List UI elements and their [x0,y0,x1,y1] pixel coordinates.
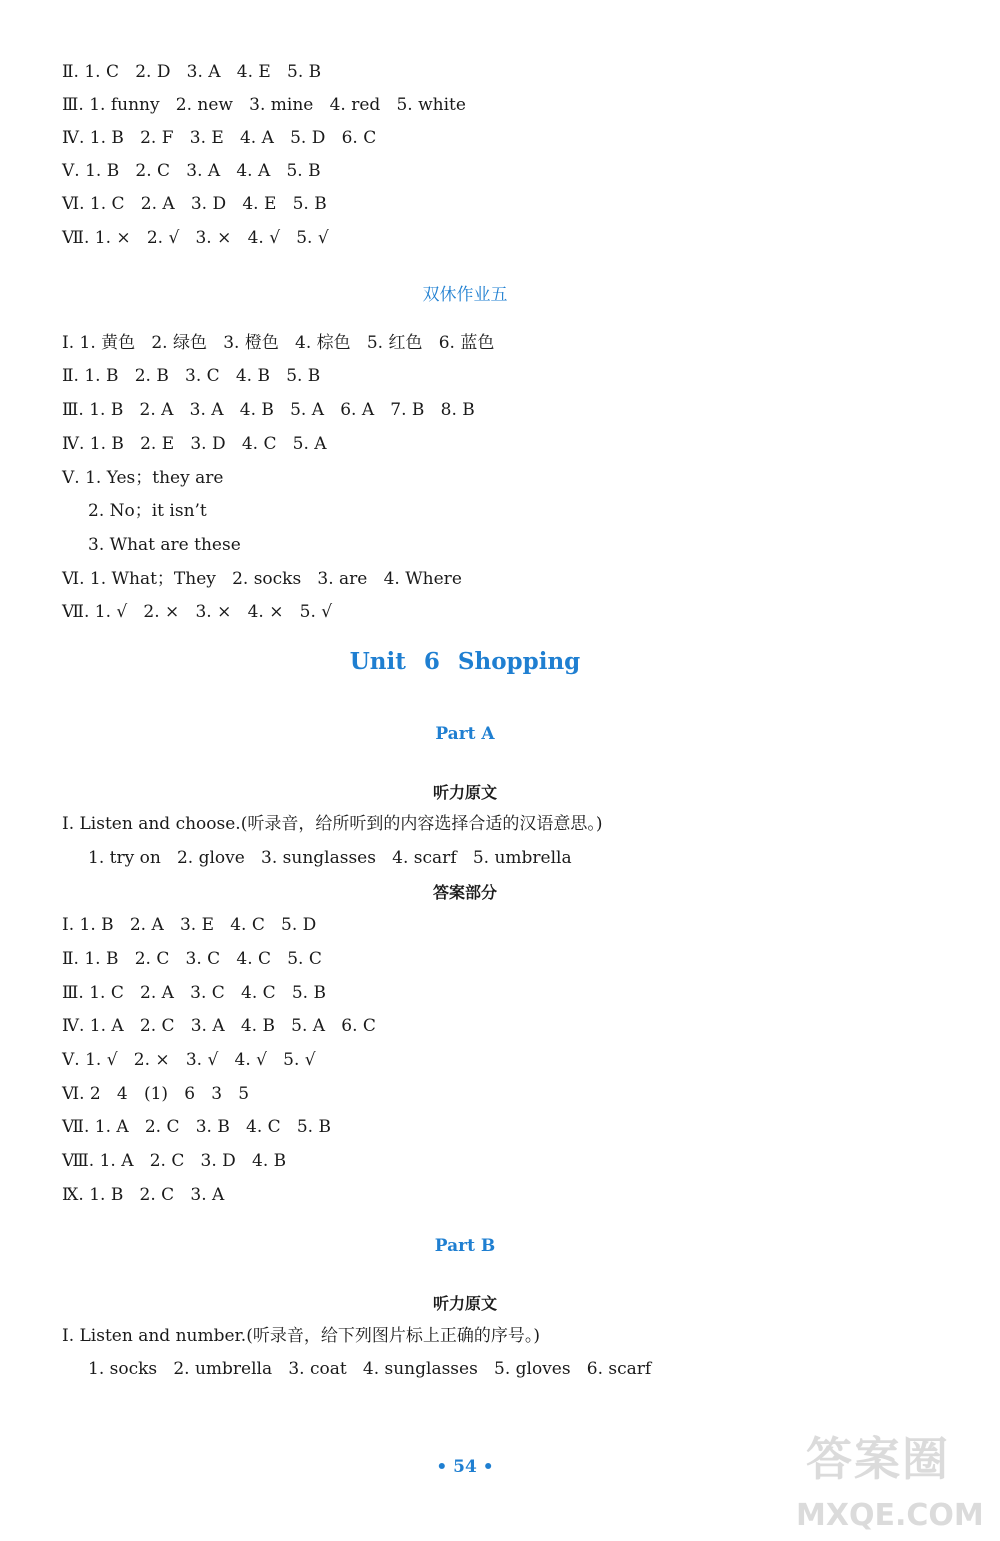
answer-line: Ⅶ. 1. × 2. √ 3. × 4. √ 5. √ [62,228,329,248]
answer-line: Ⅲ. 1. funny 2. new 3. mine 4. red 5. white [62,95,466,115]
listening-items: 1. try on 2. glove 3. sunglasses 4. scarf 5. umbrella [88,848,572,868]
part-b-title: Part B [434,1236,496,1256]
answer-line: Ⅷ. 1. A 2. C 3. D 4. B [62,1151,287,1171]
unit-title: Unit 6 Shopping [349,648,581,675]
answer-line: Ⅲ. 1. C 2. A 3. C 4. C 5. B [62,983,326,1003]
answer-line: 2. No；it isn’t [88,501,207,521]
answer-line: Ⅵ. 2 4 (1) 6 3 5 [62,1084,250,1104]
answer-line: Ⅶ. 1. A 2. C 3. B 4. C 5. B [62,1117,331,1137]
listening-title: 听力原文 [432,783,497,802]
listening-title: 听力原文 [432,1294,497,1313]
answer-line: Ⅰ. 1. 黄色 2. 绿色 3. 橙色 4. 棕色 5. 红色 6. 蓝色 [62,333,495,353]
answer-line: Ⅶ. 1. √ 2. × 3. × 4. × 5. √ [62,602,333,622]
answer-line: Ⅵ. 1. What；They 2. socks 3. are 4. Where [62,569,462,589]
answer-line: Ⅵ. 1. C 2. A 3. D 4. E 5. B [62,194,327,214]
answer-line: Ⅸ. 1. B 2. C 3. A [62,1185,225,1205]
answer-line: Ⅳ. 1. B 2. E 3. D 4. C 5. A [62,434,327,454]
answer-line: Ⅴ. 1. √ 2. × 3. √ 4. √ 5. √ [62,1050,316,1070]
part-a-title: Part A [435,724,495,744]
answer-line: Ⅱ. 1. C 2. D 3. A 4. E 5. B [62,62,322,82]
answer-line: 3. What are these [88,535,241,555]
answer-line: Ⅲ. 1. B 2. A 3. A 4. B 5. A 6. A 7. B 8. B [62,400,475,420]
answer-line: Ⅳ. 1. B 2. F 3. E 4. A 5. D 6. C [62,128,377,148]
answer-line: Ⅴ. 1. Yes；they are [62,468,224,488]
watermark-en: MXQE.COM [796,1498,984,1533]
answer-line: Ⅱ. 1. B 2. B 3. C 4. B 5. B [62,366,321,386]
listening-question: Ⅰ. Listen and choose.(听录音，给所听到的内容选择合适的汉语意思。) [62,814,603,834]
watermark-cn: 答案圈 [806,1432,950,1486]
watermark-logo [796,1423,986,1533]
answer-line: Ⅰ. 1. B 2. A 3. E 4. C 5. D [62,915,317,935]
page-number: • 54 • [436,1457,494,1477]
answer-line: Ⅱ. 1. B 2. C 3. C 4. C 5. C [62,949,322,969]
answer-line: Ⅴ. 1. B 2. C 3. A 4. A 5. B [62,161,321,181]
listening-question: Ⅰ. Listen and number.(听录音，给下列图片标上正确的序号。) [62,1326,540,1346]
answers-title: 答案部分 [432,883,497,902]
listening-items: 1. socks 2. umbrella 3. coat 4. sunglasses 5. gloves 6. scarf [88,1359,652,1379]
answer-line: Ⅳ. 1. A 2. C 3. A 4. B 5. A 6. C [62,1016,376,1036]
section-title: 双休作业五 [422,285,508,305]
